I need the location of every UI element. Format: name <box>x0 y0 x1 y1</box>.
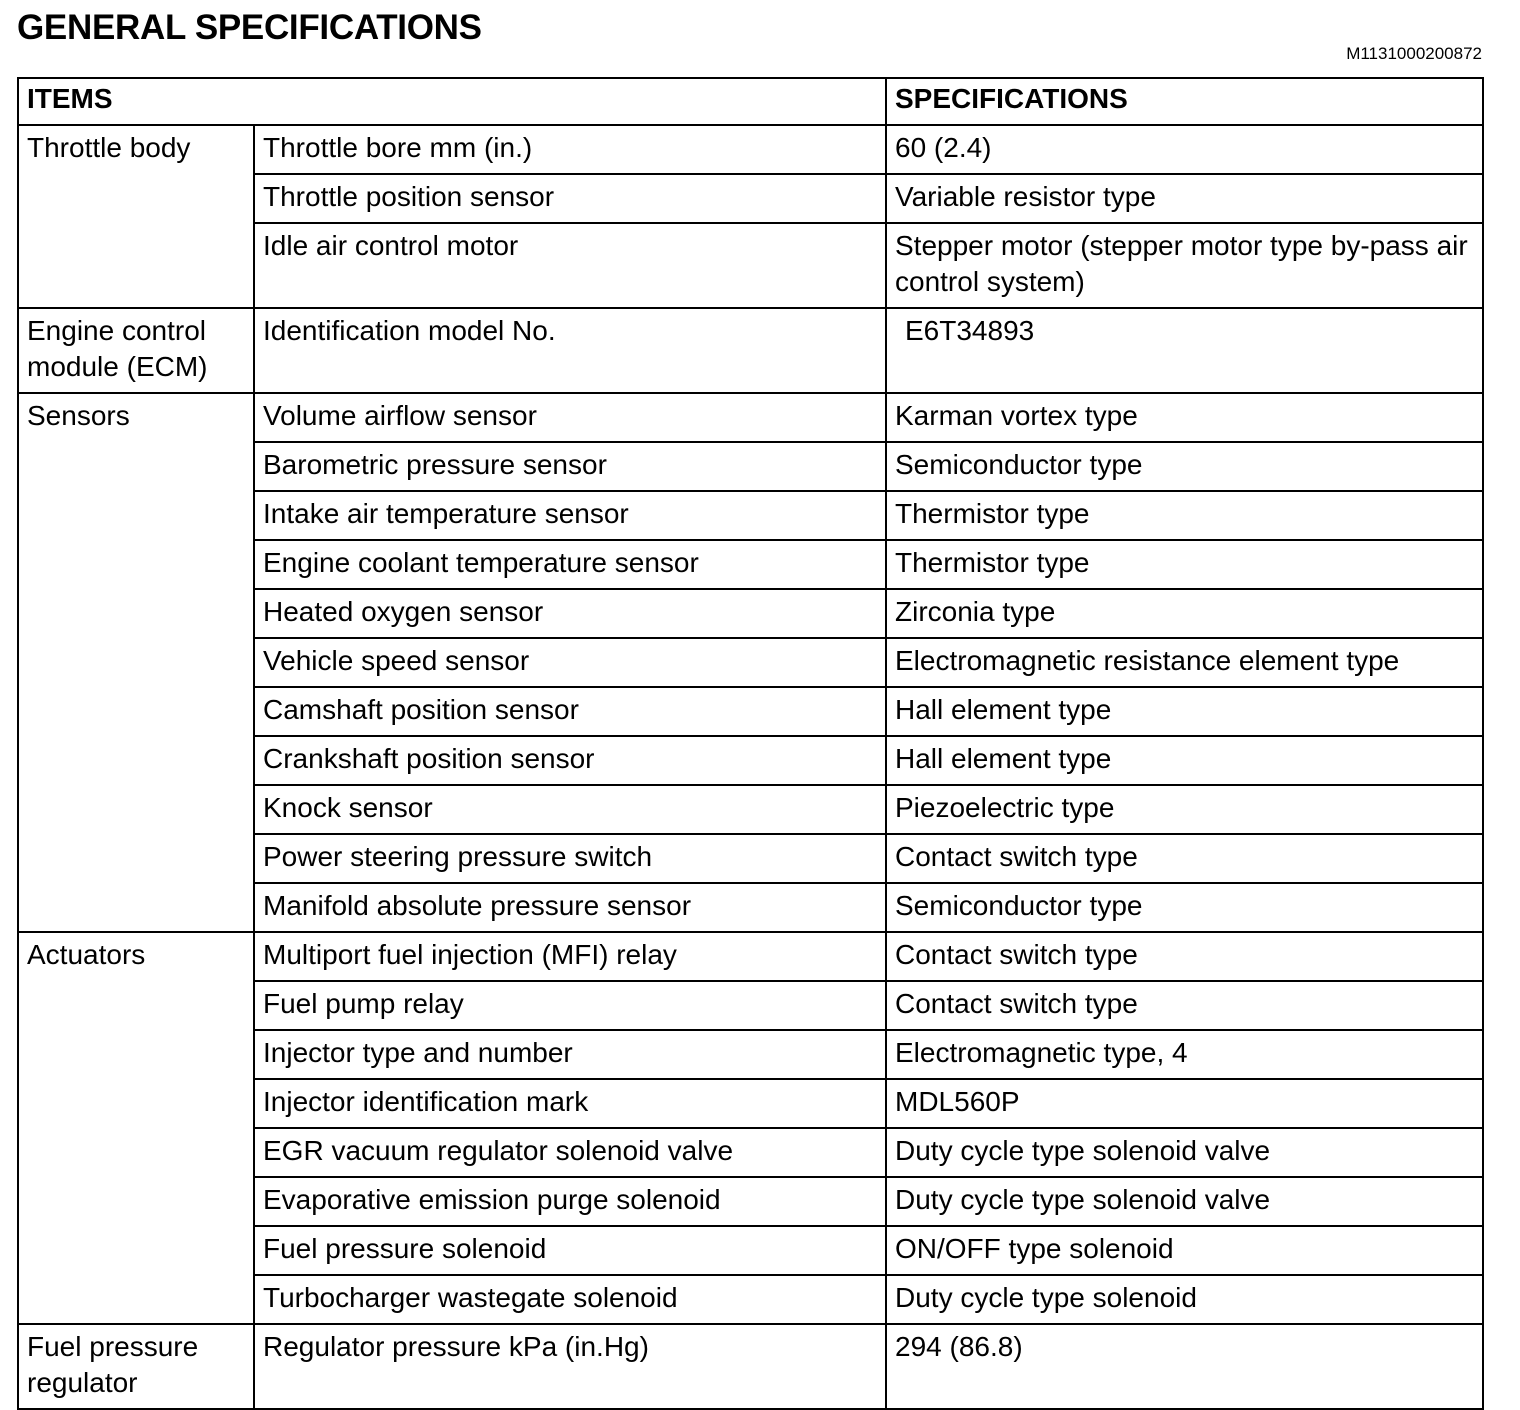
item-cell: Engine coolant temperature sensor <box>254 540 886 589</box>
item-cell: Fuel pressure solenoid <box>254 1226 886 1275</box>
spec-cell: 294 (86.8) <box>886 1324 1483 1409</box>
specifications-table <box>17 77 1484 1410</box>
document-id: M1131000200872 <box>1346 44 1482 63</box>
header-specifications: SPECIFICATIONS <box>886 78 1483 125</box>
item-cell: EGR vacuum regulator solenoid valve <box>254 1128 886 1177</box>
spec-cell: Electromagnetic resistance element type <box>886 638 1483 687</box>
table-row <box>18 393 1483 442</box>
item-cell: Volume airflow sensor <box>254 393 886 442</box>
group-label: Actuators <box>18 932 254 1324</box>
spec-cell: Duty cycle type solenoid valve <box>886 1128 1483 1177</box>
item-cell: Idle air control motor <box>254 223 886 308</box>
spec-cell: Thermistor type <box>886 491 1483 540</box>
item-cell: Camshaft position sensor <box>254 687 886 736</box>
item-cell: Injector type and number <box>254 1030 886 1079</box>
spec-cell: Piezoelectric type <box>886 785 1483 834</box>
header-items: ITEMS <box>18 78 886 125</box>
item-cell: Multiport fuel injection (MFI) relay <box>254 932 886 981</box>
group-label: Throttle body <box>18 125 254 308</box>
spec-cell: Duty cycle type solenoid valve <box>886 1177 1483 1226</box>
table-row <box>18 932 1483 981</box>
group-label: Engine control module (ECM) <box>18 308 254 393</box>
spec-cell: Thermistor type <box>886 540 1483 589</box>
spec-cell: Contact switch type <box>886 834 1483 883</box>
spec-cell: 60 (2.4) <box>886 125 1483 174</box>
item-cell: Crankshaft position sensor <box>254 736 886 785</box>
spec-cell: Hall element type <box>886 687 1483 736</box>
table-row <box>18 1324 1483 1409</box>
item-cell: Vehicle speed sensor <box>254 638 886 687</box>
group-label: Sensors <box>18 393 254 932</box>
item-cell: Power steering pressure switch <box>254 834 886 883</box>
page-title: GENERAL SPECIFICATIONS <box>17 8 482 47</box>
spec-cell: Stepper motor (stepper motor type by-pass air control system) <box>886 223 1483 308</box>
table-row <box>18 308 1483 393</box>
item-cell: Regulator pressure kPa (in.Hg) <box>254 1324 886 1409</box>
item-cell: Identification model No. <box>254 308 886 393</box>
spec-cell: Semiconductor type <box>886 883 1483 932</box>
item-cell: Heated oxygen sensor <box>254 589 886 638</box>
header-row <box>18 78 1483 125</box>
spec-cell: E6T34893 <box>886 308 1483 393</box>
item-cell: Injector identification mark <box>254 1079 886 1128</box>
spec-cell: ON/OFF type solenoid <box>886 1226 1483 1275</box>
item-cell: Knock sensor <box>254 785 886 834</box>
group-label: Fuel pressure regulator <box>18 1324 254 1409</box>
item-cell: Throttle position sensor <box>254 174 886 223</box>
spec-cell: Electromagnetic type, 4 <box>886 1030 1483 1079</box>
item-cell: Fuel pump relay <box>254 981 886 1030</box>
spec-cell: Duty cycle type solenoid <box>886 1275 1483 1324</box>
spec-cell: Hall element type <box>886 736 1483 785</box>
item-cell: Manifold absolute pressure sensor <box>254 883 886 932</box>
spec-cell: Contact switch type <box>886 981 1483 1030</box>
item-cell: Evaporative emission purge solenoid <box>254 1177 886 1226</box>
item-cell: Throttle bore mm (in.) <box>254 125 886 174</box>
item-cell: Intake air temperature sensor <box>254 491 886 540</box>
item-cell: Barometric pressure sensor <box>254 442 886 491</box>
spec-cell: Zirconia type <box>886 589 1483 638</box>
spec-cell: Contact switch type <box>886 932 1483 981</box>
spec-cell: Karman vortex type <box>886 393 1483 442</box>
spec-cell: Semiconductor type <box>886 442 1483 491</box>
spec-cell: MDL560P <box>886 1079 1483 1128</box>
item-cell: Turbocharger wastegate solenoid <box>254 1275 886 1324</box>
spec-cell: Variable resistor type <box>886 174 1483 223</box>
table-row <box>18 125 1483 174</box>
